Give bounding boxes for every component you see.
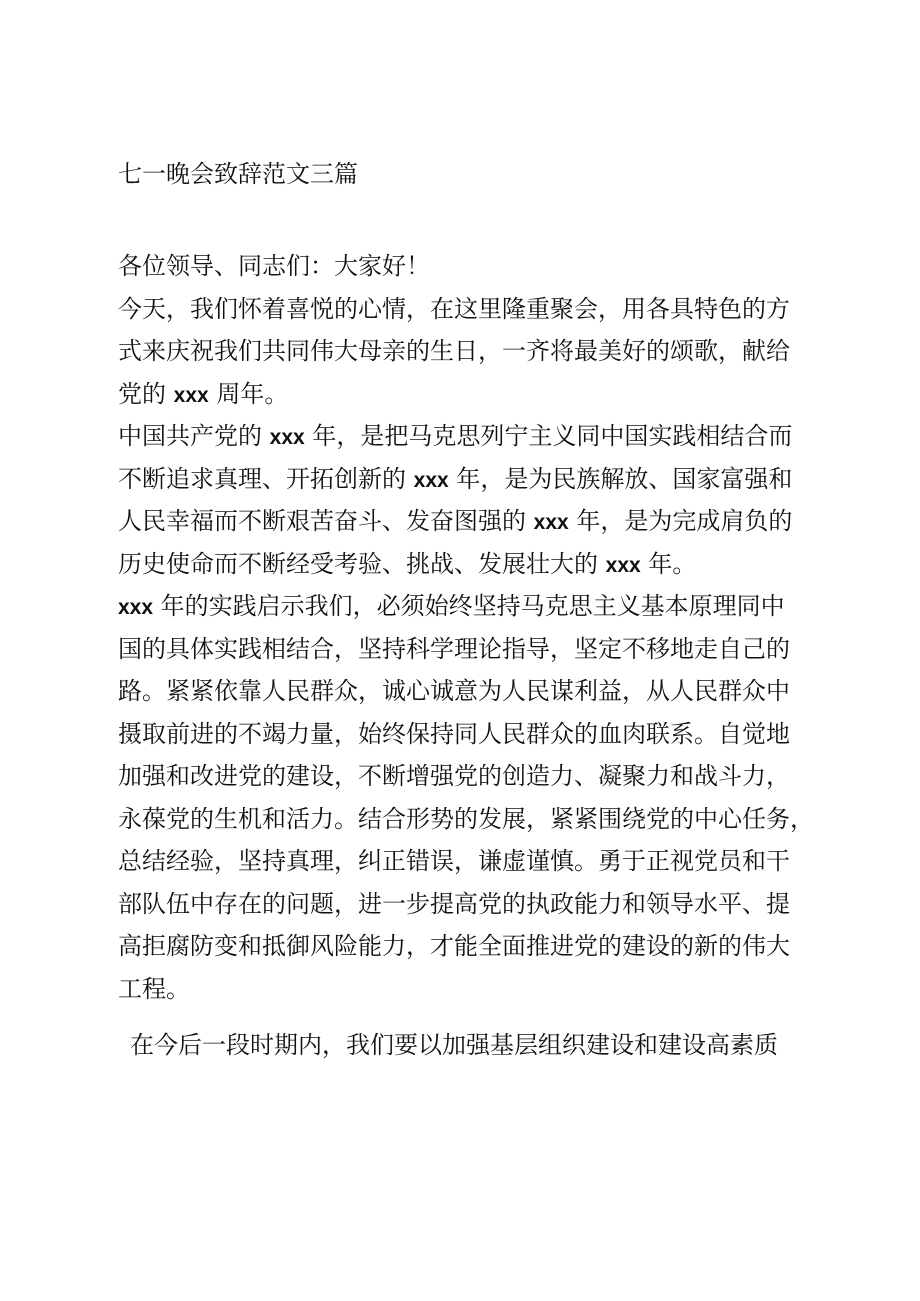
paragraph-line: 人民幸福而不断艰苦奋斗、发奋图强的 xxx 年，是为完成肩负的 (118, 507, 793, 535)
paragraph-line: 永葆党的生机和活力。结合形势的发展，紧紧围绕党的中心任务， (118, 804, 814, 833)
placeholder-xxx: xxx (605, 553, 641, 577)
paragraph-line: 高拒腐防变和抵御风险能力，才能全面推进党的建设的新的伟大 (118, 932, 790, 960)
placeholder-xxx: xxx (413, 468, 449, 492)
paragraph-gap (118, 1010, 818, 1024)
paragraph-line: 部队伍中存在的问题，进一步提高党的执政能力和领导水平、提 (118, 889, 790, 918)
paragraph-line: 党的 xxx 周年。 (118, 379, 289, 408)
placeholder-xxx: xxx (173, 383, 209, 407)
paragraph-line: 加强和改进党的建设，不断增强党的创造力、凝聚力和战斗力， (118, 762, 790, 790)
placeholder-xxx: xxx (118, 596, 154, 619)
paragraph-line: xxx 年的实践启示我们，必须始终坚持马克思主义基本原理同中 (118, 592, 785, 620)
greeting-line: 各位领导、同志们：大家好！ (118, 252, 430, 280)
paragraph-line: 式来庆祝我们共同伟大母亲的生日，一齐将最美好的颂歌，献给 (118, 337, 790, 365)
paragraph-line: 中国共产党的 xxx 年，是把马克思列宁主义同中国实践相结合而 (118, 422, 793, 450)
paragraph-line: 今天，我们怀着喜悦的心情，在这里隆重聚会，用各具特色的方 (118, 294, 790, 323)
document-body (118, 245, 818, 1067)
paragraph-line: 总结经验，坚持真理，纠正错误，谦虚谨慎。勇于正视党员和干 (118, 847, 790, 875)
paragraph-line: 摄取前进的不竭力量，始终保持同人民群众的血肉联系。自觉地 (118, 719, 790, 748)
paragraph-line: 路。紧紧依靠人民群众，诚心诚意为人民谋利益，从人民群众中 (118, 677, 790, 705)
document-title: 七一晚会致辞范文三篇 (118, 160, 358, 188)
last-paragraph-line: 在今后一段时期内，我们要以加强基层组织建设和建设高素质 (130, 1031, 778, 1059)
placeholder-xxx: xxx (533, 511, 569, 534)
paragraph-line: 工程。 (118, 974, 190, 1003)
paragraph-line: 国的具体实践相结合，坚持科学理论指导，坚定不移地走自己的 (118, 634, 790, 663)
paragraph-line: 历史使命而不断经受考验、挑战、发展壮大的 xxx 年。 (118, 549, 697, 578)
placeholder-xxx: xxx (269, 426, 305, 449)
paragraph-line: 不断追求真理、开拓创新的 xxx 年，是为民族解放、国家富强和 (118, 464, 793, 493)
